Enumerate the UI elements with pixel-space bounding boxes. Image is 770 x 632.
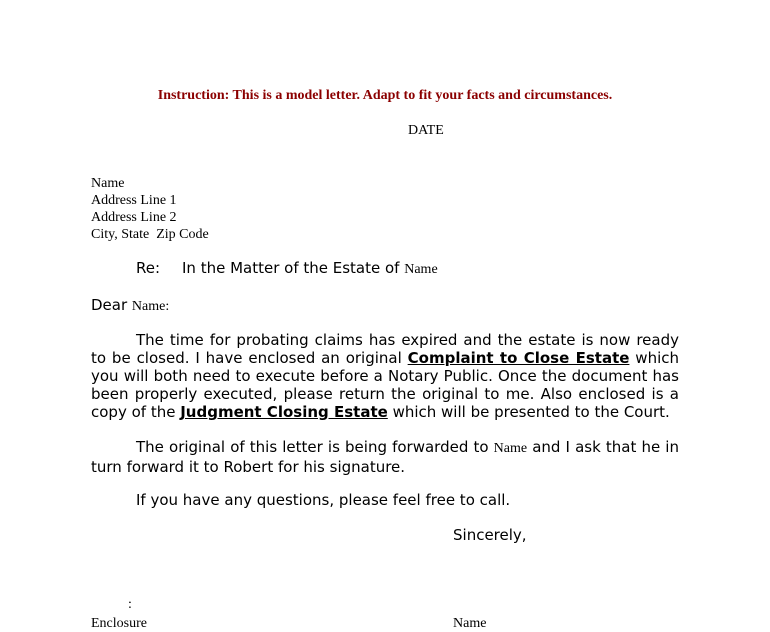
p2-name: Name <box>493 441 528 456</box>
recipient-address-block <box>91 175 209 243</box>
p1-text-c: which will be presented to the Court. <box>387 403 670 421</box>
salutation-greeting: Dear <box>91 296 132 314</box>
enclosure-label: Enclosure <box>91 616 147 631</box>
body-paragraph-1 <box>91 331 679 421</box>
recipient-city-state-zip: City, State Zip Code <box>91 227 209 242</box>
p1-text-b: which you will both need to execute before a Notary Public. Once the document has been properly executed, please return the original to me. Also enclosed is a copy of the <box>91 349 679 421</box>
closing-sincerely: Sincerely, <box>453 526 527 544</box>
closing-colon-mark: : <box>128 597 132 612</box>
judgment-closing-estate-link[interactable]: Judgment Closing Estate <box>180 403 388 421</box>
re-label: Re: <box>136 259 161 277</box>
recipient-name: Name <box>91 176 125 191</box>
signer-name: Name <box>453 616 487 631</box>
p1-text-a: The time for probating claims has expired and the estate is now ready to be closed. I have enclosed an original <box>91 331 679 367</box>
re-estate-name: Name <box>404 262 438 277</box>
salutation-punct: : <box>165 299 170 314</box>
p3-text: If you have any questions, please feel free to call. <box>136 491 511 509</box>
salutation <box>91 296 169 315</box>
re-text: In the Matter of the Estate of <box>182 259 405 277</box>
instruction-note: Instruction: This is a model letter. Adapt to fit your facts and circumstances. <box>157 88 613 103</box>
p2-text-b: and I ask that he in turn forward it to Robert for his signature. <box>91 438 679 476</box>
recipient-address-line-1: Address Line 1 <box>91 193 177 208</box>
complaint-to-close-estate-link[interactable]: Complaint to Close Estate <box>407 349 630 367</box>
recipient-address-line-2: Address Line 2 <box>91 210 177 225</box>
body-paragraph-2 <box>91 438 679 476</box>
body-paragraph-3 <box>91 491 679 509</box>
letter-date: DATE <box>408 123 444 138</box>
p2-text-a: The original of this letter is being forwarded to <box>136 438 494 456</box>
re-line <box>136 259 438 278</box>
salutation-name: Name <box>131 299 166 314</box>
